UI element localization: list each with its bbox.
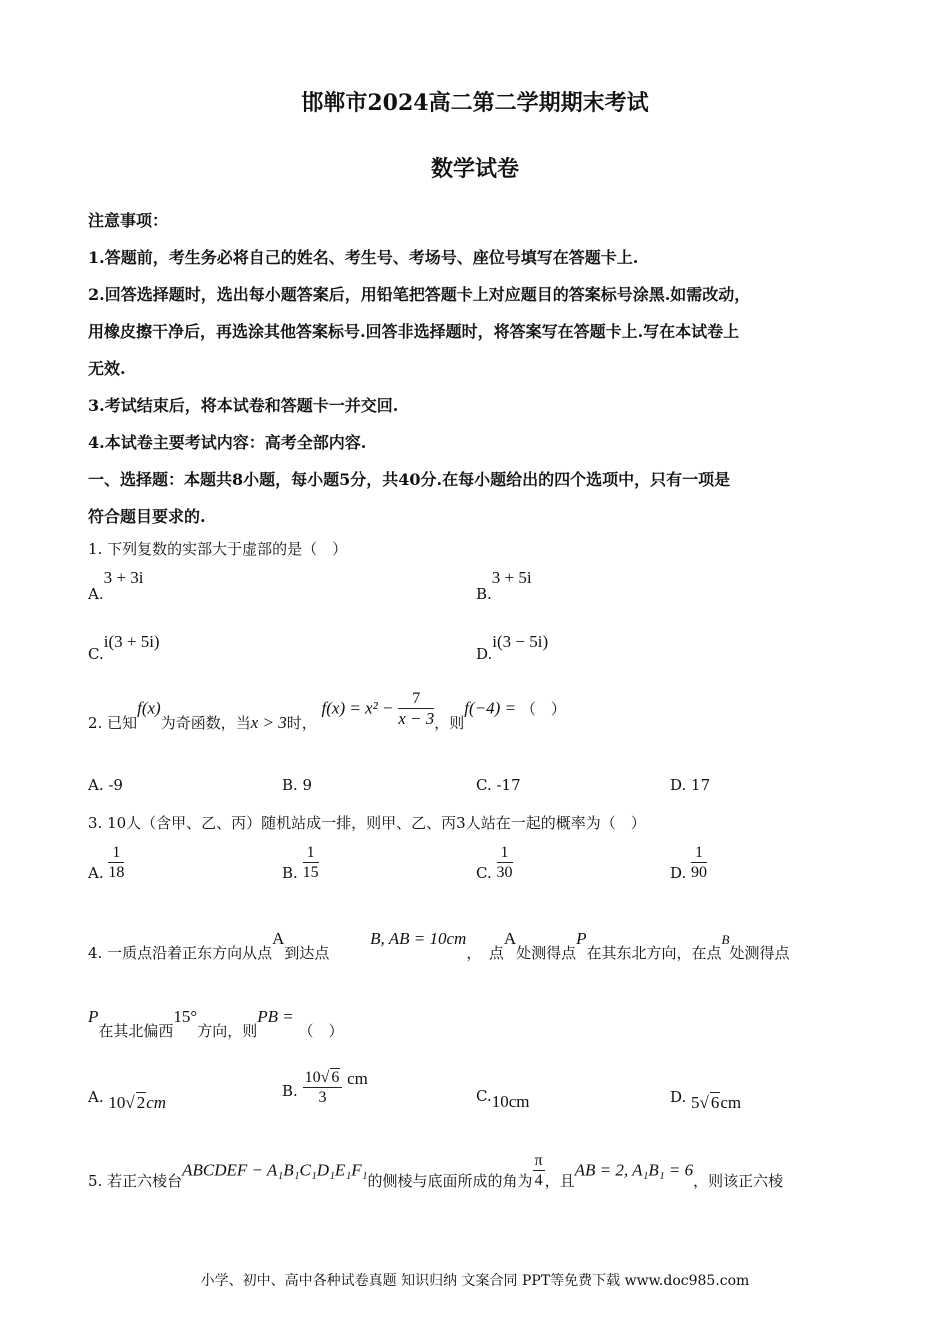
q4-text: 在其东北方向，在点 bbox=[586, 944, 722, 962]
option-fraction bbox=[691, 844, 707, 883]
q4-paren: （ ） bbox=[298, 1022, 344, 1040]
q2-option-d: D. 17 bbox=[670, 776, 711, 794]
q2-fraction bbox=[398, 690, 434, 729]
q2-ask: f(−4) = bbox=[464, 698, 517, 718]
value-radicand: 2 bbox=[136, 1093, 146, 1112]
option-label: A. bbox=[88, 585, 104, 603]
option-fraction bbox=[303, 844, 319, 883]
q5-text: 5. 若正六棱台 bbox=[88, 1171, 183, 1190]
q4-text: 处测得点 bbox=[729, 944, 790, 962]
q4-text: 到达点 bbox=[284, 944, 330, 962]
q2-option-c: C. -17 bbox=[476, 776, 521, 794]
fraction-denominator: 4 bbox=[534, 1172, 543, 1189]
option-value: i(3 − 5i) bbox=[492, 632, 549, 651]
option-value: i(3 + 5i) bbox=[103, 632, 160, 651]
q4-text: 处测得点 bbox=[516, 944, 577, 962]
q2-text: ，则 bbox=[434, 713, 465, 732]
q2-stem bbox=[88, 690, 566, 732]
instruction-3: 3.考试结束后，将本试卷和答题卡一并交回. bbox=[88, 396, 399, 415]
q2-text: 为奇函数，当 bbox=[160, 713, 251, 732]
fraction-numerator: 7 bbox=[398, 690, 434, 709]
option-label: B. bbox=[282, 1082, 298, 1100]
q4-point: P bbox=[88, 1007, 99, 1026]
q3-option-b bbox=[282, 844, 319, 883]
instructions bbox=[88, 202, 878, 535]
q5-text: ，且 bbox=[544, 1171, 575, 1190]
option-value: 10√ 2cm bbox=[108, 1093, 167, 1112]
exam-subtitle: 数学试卷 bbox=[430, 156, 519, 182]
q1-option-b bbox=[476, 568, 532, 603]
value-coefficient: 10 bbox=[108, 1093, 126, 1112]
option-label: D. bbox=[670, 1088, 687, 1106]
option-fraction bbox=[303, 1068, 343, 1108]
value-coefficient: 5 bbox=[691, 1093, 700, 1112]
q2-option-b: B. 9 bbox=[282, 776, 313, 794]
q4-point: P bbox=[576, 929, 587, 948]
q2-paren: （ ） bbox=[520, 699, 566, 718]
q2-text: 2. 已知 bbox=[88, 713, 138, 732]
q4-point: B bbox=[721, 932, 730, 947]
value-unit: cm bbox=[347, 1069, 368, 1088]
q3-option-c bbox=[476, 844, 513, 883]
instruction-1: 1.答题前，考生务必将自己的姓名、考生号、考场号、座位号填写在答题卡上. bbox=[88, 248, 639, 267]
q1-option-a bbox=[88, 568, 144, 603]
q5-text: ，则该正六棱 bbox=[693, 1171, 784, 1190]
option-label: C. bbox=[476, 1087, 492, 1105]
fraction-numerator: 1 bbox=[108, 844, 124, 863]
option-fraction bbox=[108, 844, 124, 883]
q4-text: 在其北偏西 bbox=[98, 1022, 174, 1040]
q5-text: 的侧棱与底面所成的角为 bbox=[367, 1171, 533, 1190]
instruction-2b: 用橡皮擦干净后，再选涂其他答案标号.回答非选择题时，将答案写在答题卡上.写在本试卷上 bbox=[88, 322, 740, 341]
q2-expression: f(x) = x² − bbox=[321, 698, 394, 718]
q4-option-c bbox=[476, 1086, 530, 1111]
q4-stem-line2 bbox=[88, 1006, 344, 1040]
fraction-denominator: 18 bbox=[108, 864, 125, 881]
exam-title: 邯郸市2024高二第二学期期末考试 bbox=[301, 90, 649, 116]
option-value: 3 + 3i bbox=[103, 568, 144, 587]
q5-stem bbox=[88, 1152, 783, 1191]
option-fraction bbox=[497, 844, 513, 883]
q2-condition: x > 3 bbox=[250, 712, 287, 732]
q3-option-d bbox=[670, 844, 707, 883]
option-value: 3 + 5i bbox=[491, 568, 532, 587]
option-label: C. bbox=[88, 645, 104, 663]
fraction-denominator: 3 bbox=[318, 1089, 327, 1106]
q3-option-a bbox=[88, 844, 124, 883]
q5-condition: AB = 2, A₁B₁ = 6 bbox=[574, 1160, 694, 1180]
option-label: D. bbox=[670, 863, 687, 882]
option-label: B. bbox=[282, 863, 298, 882]
q4-angle: 15° bbox=[173, 1007, 198, 1026]
option-label: A. bbox=[88, 1088, 104, 1106]
q4-text: 方向，则 bbox=[197, 1022, 258, 1040]
q4-text: 4. 一质点沿着正东方向从点 bbox=[88, 944, 273, 962]
fraction-denominator: 90 bbox=[691, 864, 708, 881]
fraction-numerator: 10√ 6 bbox=[303, 1068, 343, 1088]
q4-option-b bbox=[282, 1068, 368, 1108]
q2-text: 时， bbox=[286, 713, 317, 732]
q1-stem: 1. 下列复数的实部大于虚部的是（ ） bbox=[88, 540, 348, 558]
option-value: 10cm bbox=[491, 1092, 530, 1111]
section-1-heading-b: 符合题目要求的. bbox=[88, 507, 206, 526]
section-1-heading-a: 一、选择题：本题共8小题，每小题5分，共40分.在每小题给出的四个选项中，只有一项是 bbox=[88, 470, 731, 489]
option-value: 5√ 6cm bbox=[691, 1093, 742, 1112]
fraction-numerator: π bbox=[534, 1152, 543, 1169]
instruction-2c: 无效. bbox=[88, 359, 126, 378]
q2-option-a: A. -9 bbox=[88, 776, 123, 794]
q2-function: f(x) bbox=[137, 698, 161, 718]
value-radicand: 6 bbox=[331, 1069, 340, 1086]
q5-solid: ABCDEF − A₁B₁C₁D₁E₁F₁ bbox=[182, 1160, 368, 1180]
q4-stem-line1 bbox=[88, 928, 790, 962]
fraction-numerator: 1 bbox=[497, 844, 513, 863]
q4-point: A bbox=[503, 929, 517, 948]
q4-option-a bbox=[88, 1086, 167, 1112]
q4-ask: PB = bbox=[257, 1007, 294, 1026]
q1-option-c bbox=[88, 632, 160, 663]
fraction-numerator: 1 bbox=[303, 844, 319, 863]
q4-distance: B, AB = 10cm bbox=[370, 929, 467, 948]
q1-option-d bbox=[476, 632, 549, 663]
value-coefficient: 10 bbox=[304, 1069, 321, 1086]
fraction-numerator: 1 bbox=[691, 844, 707, 863]
q5-angle-fraction bbox=[533, 1152, 545, 1191]
option-label: B. bbox=[476, 585, 492, 603]
q3-stem: 3. 10人（含甲、乙、丙）随机站成一排，则甲、乙、丙3人站在一起的概率为（ ） bbox=[88, 814, 646, 832]
q4-point: A bbox=[272, 929, 285, 948]
instruction-4: 4.本试卷主要考试内容：高考全部内容. bbox=[88, 433, 367, 452]
value-unit: cm bbox=[146, 1093, 167, 1112]
q4-text: ， 点 bbox=[466, 944, 504, 962]
option-label: D. bbox=[476, 645, 493, 663]
page-footer: 小学、初中、高中各种试卷真题 知识归纳 文案合同 PPT等免费下载 www.doc985.com bbox=[200, 1273, 750, 1289]
value-radicand: 6 bbox=[710, 1093, 720, 1112]
option-label: C. bbox=[476, 863, 492, 882]
q4-option-d bbox=[670, 1086, 742, 1112]
fraction-denominator: 30 bbox=[496, 864, 513, 881]
option-label: A. bbox=[88, 863, 104, 882]
fraction-denominator: x − 3 bbox=[398, 709, 435, 728]
instructions-heading: 注意事项： bbox=[88, 211, 169, 230]
instruction-2a: 2.回答选择题时，选出每小题答案后，用铅笔把答题卡上对应题目的答案标号涂黑.如需改动， bbox=[88, 285, 751, 304]
value-unit: cm bbox=[720, 1093, 742, 1112]
fraction-denominator: 15 bbox=[302, 864, 319, 881]
